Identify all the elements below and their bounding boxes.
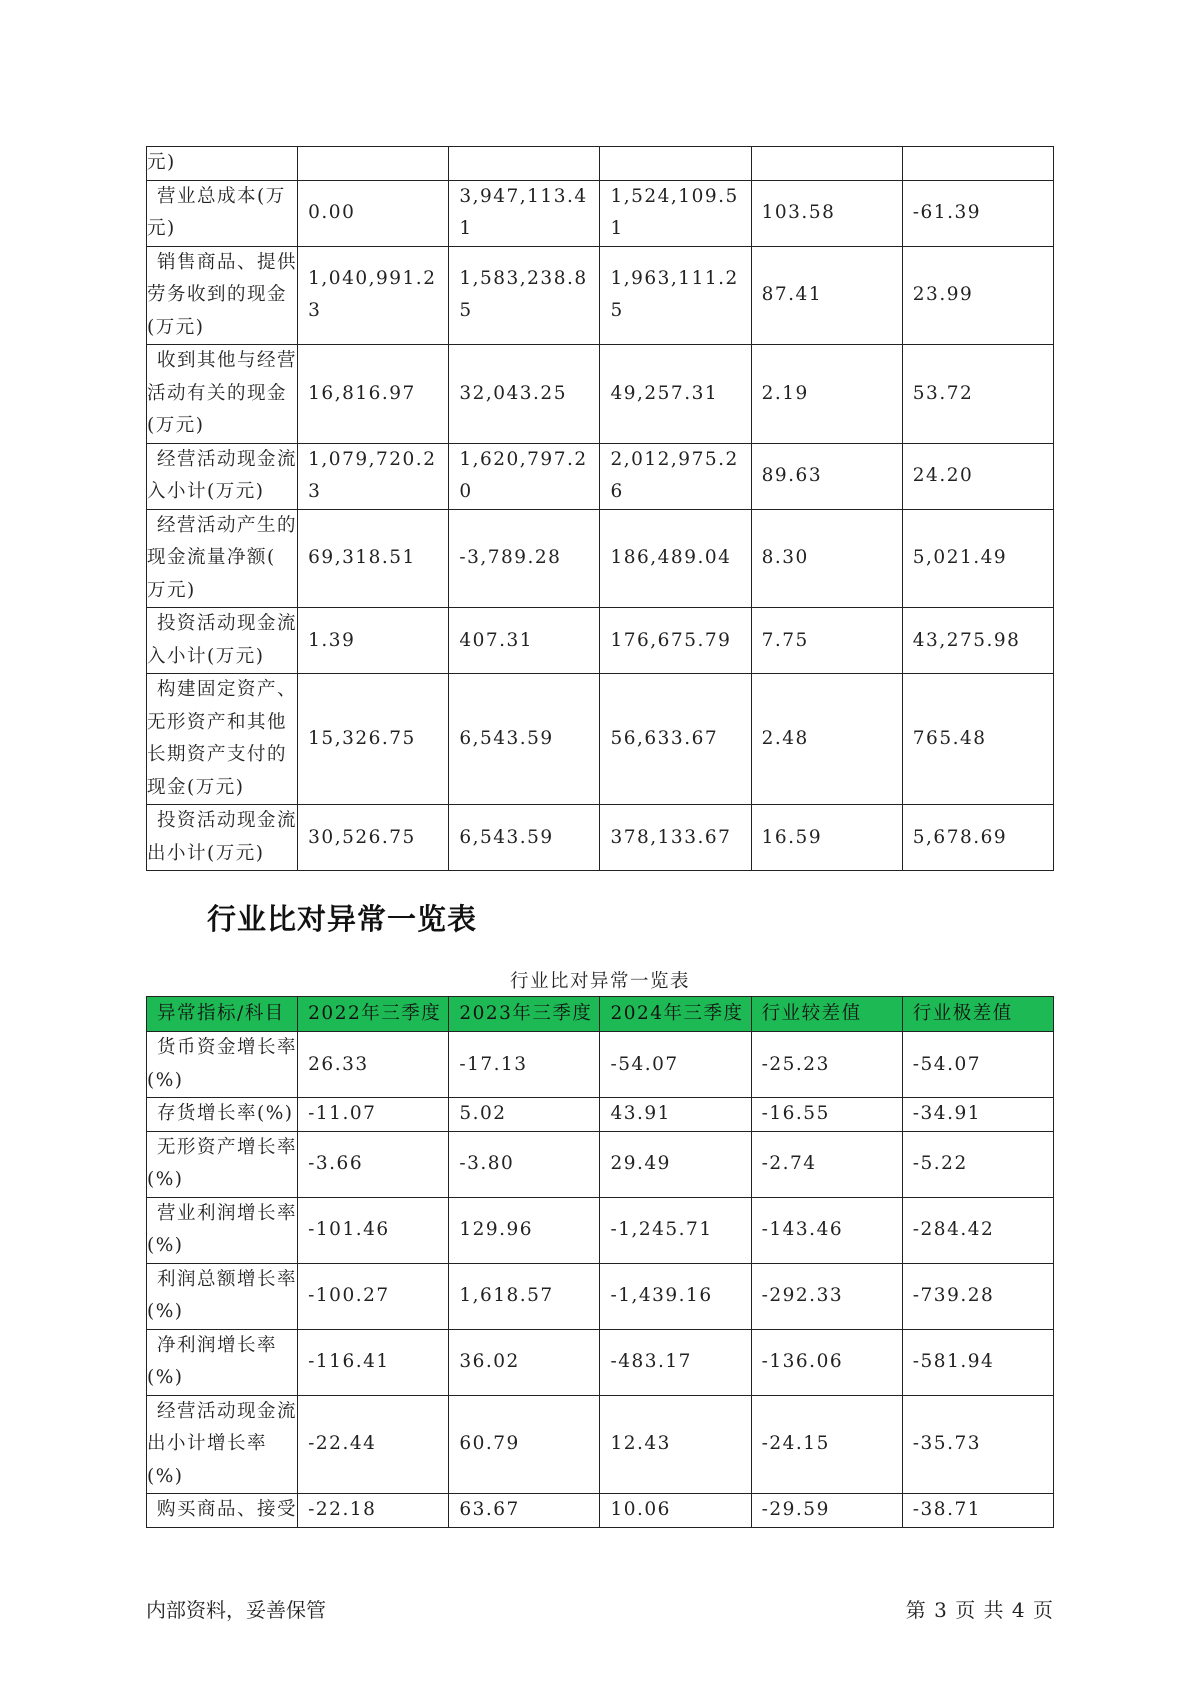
value-cell: 2.48 (751, 674, 902, 805)
row-label-line: (万元) (147, 316, 205, 338)
value-cell: 7.75 (751, 608, 902, 674)
value-cell: 60.79 (449, 1395, 600, 1494)
value-cell: 3,947,113.41 (449, 180, 600, 246)
value-cell: -3.66 (298, 1131, 449, 1197)
row-label-cell (147, 1395, 298, 1494)
value-cell: 5.02 (449, 1098, 600, 1132)
table-row (147, 180, 1054, 246)
value-cell: -739.28 (902, 1263, 1053, 1329)
value-cell: -34.91 (902, 1098, 1053, 1132)
value-cell: -1,245.71 (600, 1197, 751, 1263)
value-cell: -16.55 (751, 1098, 902, 1132)
value-cell: 407.31 (449, 608, 600, 674)
table-row (147, 1032, 1054, 1098)
value-cell: -2.74 (751, 1131, 902, 1197)
value-cell: 29.49 (600, 1131, 751, 1197)
value-cell: 87.41 (751, 246, 902, 345)
row-label-line: 投资活动现金流 (157, 810, 298, 831)
value-cell: 129.96 (449, 1197, 600, 1263)
row-label-line: 现金流量净额( (147, 547, 276, 568)
value-cell: -292.33 (751, 1263, 902, 1329)
table-row (147, 1131, 1054, 1197)
row-label-line: 销售商品、提供 (157, 251, 298, 273)
table-row (147, 608, 1054, 674)
section-heading: 行业比对异常一览表 (207, 902, 478, 936)
row-label-line: 购买商品、接受 (157, 1499, 298, 1520)
value-cell: 2.19 (751, 345, 902, 444)
value-cell: 1,079,720.23 (298, 443, 449, 509)
value-cell: 63.67 (449, 1494, 600, 1528)
row-label-cell (147, 1032, 298, 1098)
row-label-cell (147, 674, 298, 805)
value-cell: -11.07 (298, 1098, 449, 1132)
value-cell: 765.48 (902, 674, 1053, 805)
row-label-line: 存货增长率(%) (157, 1103, 294, 1124)
row-label-cell (147, 1131, 298, 1197)
row-label-cell (147, 1263, 298, 1329)
row-label-line: 货币资金增长率 (157, 1037, 298, 1058)
value-cell: 378,133.67 (600, 805, 751, 871)
value-cell: -284.42 (902, 1197, 1053, 1263)
table-row (147, 246, 1054, 345)
table-row (147, 1395, 1054, 1494)
value-cell: 6,543.59 (449, 805, 600, 871)
cashflow-table (146, 146, 1054, 871)
row-label-line: 出小计(万元) (147, 842, 265, 864)
value-cell: 89.63 (751, 443, 902, 509)
row-label-line: 收到其他与经营 (157, 350, 298, 371)
table-row (147, 1494, 1054, 1528)
table-row (147, 1197, 1054, 1263)
value-cell: 12.43 (600, 1395, 751, 1494)
table-header-row (147, 997, 1054, 1032)
row-label-line: 万元) (147, 579, 196, 601)
table-row (147, 1263, 1054, 1329)
value-cell: 26.33 (298, 1032, 449, 1098)
table-row (147, 509, 1054, 608)
value-cell: 56,633.67 (600, 674, 751, 805)
value-cell: 1,583,238.85 (449, 246, 600, 345)
value-cell: -581.94 (902, 1329, 1053, 1395)
value-cell: 1.39 (298, 608, 449, 674)
footer-confidential-note: 内部资料，妥善保管 (146, 1598, 326, 1622)
value-cell: 1,040,991.23 (298, 246, 449, 345)
row-label-line: 元) (147, 152, 176, 173)
row-label-line: 长期资产支付的 (147, 744, 288, 765)
value-cell: 8.30 (751, 509, 902, 608)
value-cell: 0.00 (298, 180, 449, 246)
value-cell (298, 147, 449, 181)
value-cell: 32,043.25 (449, 345, 600, 444)
header-cell: 异常指标/科目 (147, 997, 298, 1032)
row-label-line: 构建固定资产、 (157, 679, 298, 700)
value-cell: 103.58 (751, 180, 902, 246)
row-label-line: 投资活动现金流 (157, 613, 298, 634)
value-cell: 36.02 (449, 1329, 600, 1395)
value-cell: -22.18 (298, 1494, 449, 1528)
row-label-cell (147, 180, 298, 246)
row-label-cell (147, 805, 298, 871)
value-cell: 10.06 (600, 1494, 751, 1528)
row-label-line: 元) (147, 218, 176, 239)
value-cell: -38.71 (902, 1494, 1053, 1528)
row-label-cell (147, 1098, 298, 1132)
row-label-line: 利润总额增长率 (157, 1268, 298, 1290)
value-cell: 23.99 (902, 246, 1053, 345)
value-cell: 16.59 (751, 805, 902, 871)
table-row (147, 1329, 1054, 1395)
row-label-line: 出小计增长率 (147, 1433, 268, 1454)
value-cell: -35.73 (902, 1395, 1053, 1494)
row-label-line: (%) (147, 1169, 184, 1190)
value-cell: -5.22 (902, 1131, 1053, 1197)
value-cell: -54.07 (600, 1032, 751, 1098)
value-cell (600, 147, 751, 181)
value-cell: 5,021.49 (902, 509, 1053, 608)
table-row (147, 147, 1054, 181)
row-label-cell (147, 608, 298, 674)
value-cell: 43,275.98 (902, 608, 1053, 674)
row-label-line: 无形资产和其他 (147, 711, 288, 733)
value-cell: -1,439.16 (600, 1263, 751, 1329)
table-row (147, 674, 1054, 805)
header-cell: 2023年三季度 (449, 997, 600, 1032)
value-cell: -136.06 (751, 1329, 902, 1395)
value-cell (751, 147, 902, 181)
value-cell: -483.17 (600, 1329, 751, 1395)
row-label-line: 入小计(万元) (147, 645, 265, 667)
value-cell: -100.27 (298, 1263, 449, 1329)
row-label-line: 净利润增长率 (157, 1334, 278, 1356)
value-cell: 43.91 (600, 1098, 751, 1132)
row-label-cell (147, 1329, 298, 1395)
value-cell: -22.44 (298, 1395, 449, 1494)
value-cell: -101.46 (298, 1197, 449, 1263)
header-cell: 行业较差值 (751, 997, 902, 1032)
row-label-cell (147, 246, 298, 345)
value-cell: 69,318.51 (298, 509, 449, 608)
value-cell: -116.41 (298, 1329, 449, 1395)
row-label-cell (147, 509, 298, 608)
row-label-line: 活动有关的现金 (147, 382, 288, 404)
row-label-cell (147, 1494, 298, 1528)
value-cell (902, 147, 1053, 181)
row-label-cell (147, 1197, 298, 1263)
header-cell: 行业极差值 (902, 997, 1053, 1032)
value-cell: 6,543.59 (449, 674, 600, 805)
row-label-line: 营业总成本(万 (157, 185, 286, 207)
value-cell: 24.20 (902, 443, 1053, 509)
value-cell: 176,675.79 (600, 608, 751, 674)
table-row (147, 1098, 1054, 1132)
row-label-line: 经营活动产生的 (157, 514, 298, 536)
value-cell: 5,678.69 (902, 805, 1053, 871)
row-label-line: 经营活动现金流 (157, 1400, 298, 1422)
value-cell: 53.72 (902, 345, 1053, 444)
value-cell: -61.39 (902, 180, 1053, 246)
value-cell: -25.23 (751, 1032, 902, 1098)
value-cell: 1,963,111.25 (600, 246, 751, 345)
table-row (147, 805, 1054, 871)
value-cell: -29.59 (751, 1494, 902, 1528)
row-label-line: 无形资产增长率 (157, 1136, 298, 1158)
row-label-line: (%) (147, 1465, 184, 1487)
row-label-line: (%) (147, 1301, 184, 1322)
value-cell: 1,524,109.51 (600, 180, 751, 246)
value-cell: -143.46 (751, 1197, 902, 1263)
row-label-cell (147, 443, 298, 509)
row-label-cell (147, 147, 298, 181)
table-caption: 行业比对异常一览表 (509, 971, 690, 992)
row-label-line: (%) (147, 1069, 184, 1091)
value-cell: 49,257.31 (600, 345, 751, 444)
industry-anomaly-table (146, 996, 1054, 1528)
table-row (147, 443, 1054, 509)
value-cell: 2,012,975.26 (600, 443, 751, 509)
value-cell (449, 147, 600, 181)
value-cell: 1,618.57 (449, 1263, 600, 1329)
value-cell: 16,816.97 (298, 345, 449, 444)
value-cell: 15,326.75 (298, 674, 449, 805)
row-label-line: 营业利润增长率 (157, 1202, 298, 1224)
value-cell: 30,526.75 (298, 805, 449, 871)
value-cell: -3,789.28 (449, 509, 600, 608)
row-label-line: 经营活动现金流 (157, 448, 298, 470)
row-label-line: (%) (147, 1235, 184, 1256)
table-row (147, 345, 1054, 444)
header-cell: 2024年三季度 (600, 997, 751, 1032)
value-cell: 1,620,797.20 (449, 443, 600, 509)
value-cell: -17.13 (449, 1032, 600, 1098)
row-label-line: (%) (147, 1367, 184, 1388)
row-label-cell (147, 345, 298, 444)
row-label-line: 劳务收到的现金 (147, 284, 288, 305)
row-label-line: 现金(万元) (147, 776, 245, 798)
header-cell: 2022年三季度 (298, 997, 449, 1032)
value-cell: -54.07 (902, 1032, 1053, 1098)
footer-page-number: 第 3 页 共 4 页 (905, 1598, 1054, 1622)
row-label-line: (万元) (147, 415, 205, 436)
value-cell: -24.15 (751, 1395, 902, 1494)
value-cell: 186,489.04 (600, 509, 751, 608)
value-cell: -3.80 (449, 1131, 600, 1197)
row-label-line: 入小计(万元) (147, 481, 265, 502)
